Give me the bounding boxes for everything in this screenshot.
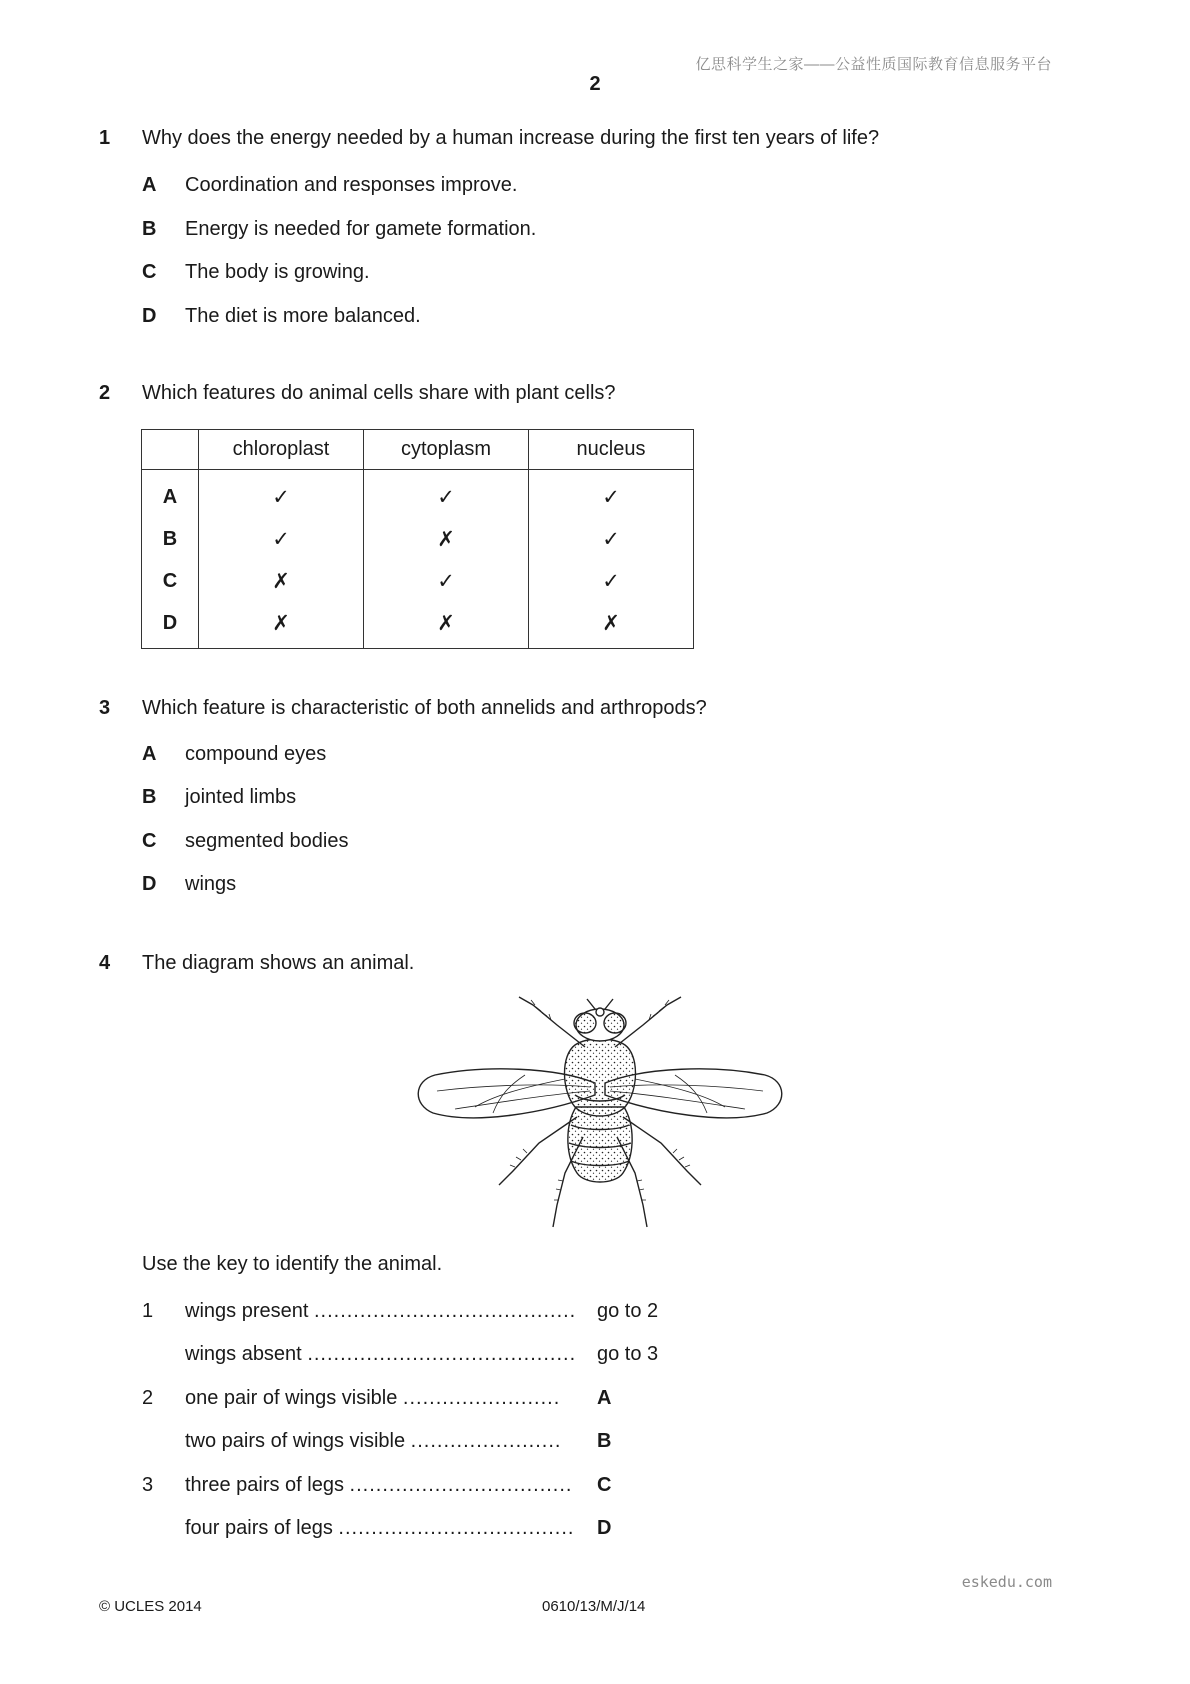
watermark-text: 亿思科学生之家——公益性质国际教育信息服务平台	[695, 56, 1052, 73]
row-label: B	[142, 518, 199, 560]
q3-number: 3	[99, 697, 111, 719]
key-row-text: three pairs of legs	[185, 1474, 344, 1496]
key-row	[185, 1517, 585, 1540]
footer-copyright: © UCLES 2014	[99, 1598, 202, 1615]
row-label: D	[142, 602, 199, 649]
key-step-number: 1	[142, 1300, 154, 1322]
footer-paper-code: 0610/13/M/J/14	[542, 1598, 646, 1615]
key-row-result: A	[597, 1387, 612, 1409]
q3-option-text: segmented bodies	[185, 830, 349, 852]
key-row-result: C	[597, 1474, 612, 1496]
q3-option-text: wings	[185, 873, 237, 895]
key-step-number: 3	[142, 1474, 154, 1496]
key-row-result: D	[597, 1517, 612, 1539]
q3-option-text: jointed limbs	[185, 786, 297, 808]
q1-option-letter: A	[142, 174, 157, 196]
cross-mark: ✗	[602, 611, 620, 635]
q3-option-letter: A	[142, 743, 157, 765]
key-row	[185, 1430, 585, 1453]
tick-mark: ✓	[272, 527, 290, 551]
table-cell	[529, 560, 694, 602]
row-label: C	[142, 560, 199, 602]
key-step-number: 2	[142, 1387, 154, 1409]
column-header-cytoplasm: cytoplasm	[364, 430, 529, 470]
q1-option-text: The body is growing.	[185, 261, 370, 283]
tick-mark: ✓	[272, 485, 290, 509]
key-row	[185, 1387, 585, 1410]
key-row	[185, 1474, 585, 1497]
key-row-result: go to 2	[597, 1300, 659, 1322]
table-cell	[199, 602, 364, 649]
q1-option-text: The diet is more balanced.	[185, 305, 421, 327]
table-cell	[199, 518, 364, 560]
cross-mark: ✗	[437, 527, 455, 551]
key-row-result: B	[597, 1430, 612, 1452]
key-row-dots: .......................	[410, 1430, 562, 1452]
table-row	[142, 470, 694, 519]
q1-option-text: Coordination and responses improve.	[185, 174, 518, 196]
cell-features-table	[141, 429, 694, 649]
key-row-text: wings absent	[185, 1343, 302, 1365]
q2-text: Which features do animal cells share with plant cells?	[142, 382, 616, 404]
table-cell	[364, 602, 529, 649]
column-header-chloroplast: chloroplast	[199, 430, 364, 470]
cross-mark: ✗	[272, 569, 290, 593]
key-row-dots: ........................................	[313, 1300, 577, 1322]
table-cell	[364, 470, 529, 519]
q1-option-letter: C	[142, 261, 157, 283]
table-cell	[199, 470, 364, 519]
q2-number: 2	[99, 382, 111, 404]
key-row-text: one pair of wings visible	[185, 1387, 398, 1409]
table-row	[142, 560, 694, 602]
q1-option-letter: D	[142, 305, 157, 327]
table-cell	[529, 470, 694, 519]
row-label: A	[142, 470, 199, 519]
cross-mark: ✗	[437, 611, 455, 635]
table-cell	[199, 560, 364, 602]
tick-mark: ✓	[437, 485, 455, 509]
tick-mark: ✓	[602, 527, 620, 551]
q3-option-letter: C	[142, 830, 157, 852]
tick-mark: ✓	[602, 485, 620, 509]
table-corner	[142, 430, 199, 470]
table-row	[142, 518, 694, 560]
q3-text: Which feature is characteristic of both annelids and arthropods?	[142, 697, 707, 719]
fly-diagram	[415, 995, 785, 1230]
key-row-text: four pairs of legs	[185, 1517, 333, 1539]
cross-mark: ✗	[272, 611, 290, 635]
key-row	[185, 1343, 585, 1366]
q1-option-letter: B	[142, 218, 157, 240]
tick-mark: ✓	[437, 569, 455, 593]
q1-number: 1	[99, 127, 111, 149]
column-header-nucleus: nucleus	[529, 430, 694, 470]
key-row-text: wings present	[185, 1300, 309, 1322]
key-row-dots: .........................................	[307, 1343, 577, 1365]
key-row-text: two pairs of wings visible	[185, 1430, 406, 1452]
q3-option-text: compound eyes	[185, 743, 327, 765]
q4-text: The diagram shows an animal.	[142, 952, 415, 974]
q4-key-intro: Use the key to identify the animal.	[142, 1253, 443, 1275]
q4-number: 4	[99, 952, 111, 974]
q1-option-text: Energy is needed for gamete formation.	[185, 218, 537, 240]
table-cell	[364, 560, 529, 602]
table-cell	[364, 518, 529, 560]
key-row-dots: ..................................	[349, 1474, 573, 1496]
q3-option-letter: B	[142, 786, 157, 808]
q1-text: Why does the energy needed by a human increase during the first ten years of life?	[142, 127, 880, 149]
q3-option-letter: D	[142, 873, 157, 895]
table-row	[142, 602, 694, 649]
key-row	[185, 1300, 585, 1323]
site-watermark: eskedu.com	[961, 1573, 1052, 1591]
page-number: 2	[589, 73, 601, 95]
key-row-dots: ........................	[402, 1387, 561, 1409]
table-cell	[529, 602, 694, 649]
key-row-result: go to 3	[597, 1343, 659, 1365]
table-cell	[529, 518, 694, 560]
tick-mark: ✓	[602, 569, 620, 593]
key-row-dots: ....................................	[338, 1517, 575, 1539]
